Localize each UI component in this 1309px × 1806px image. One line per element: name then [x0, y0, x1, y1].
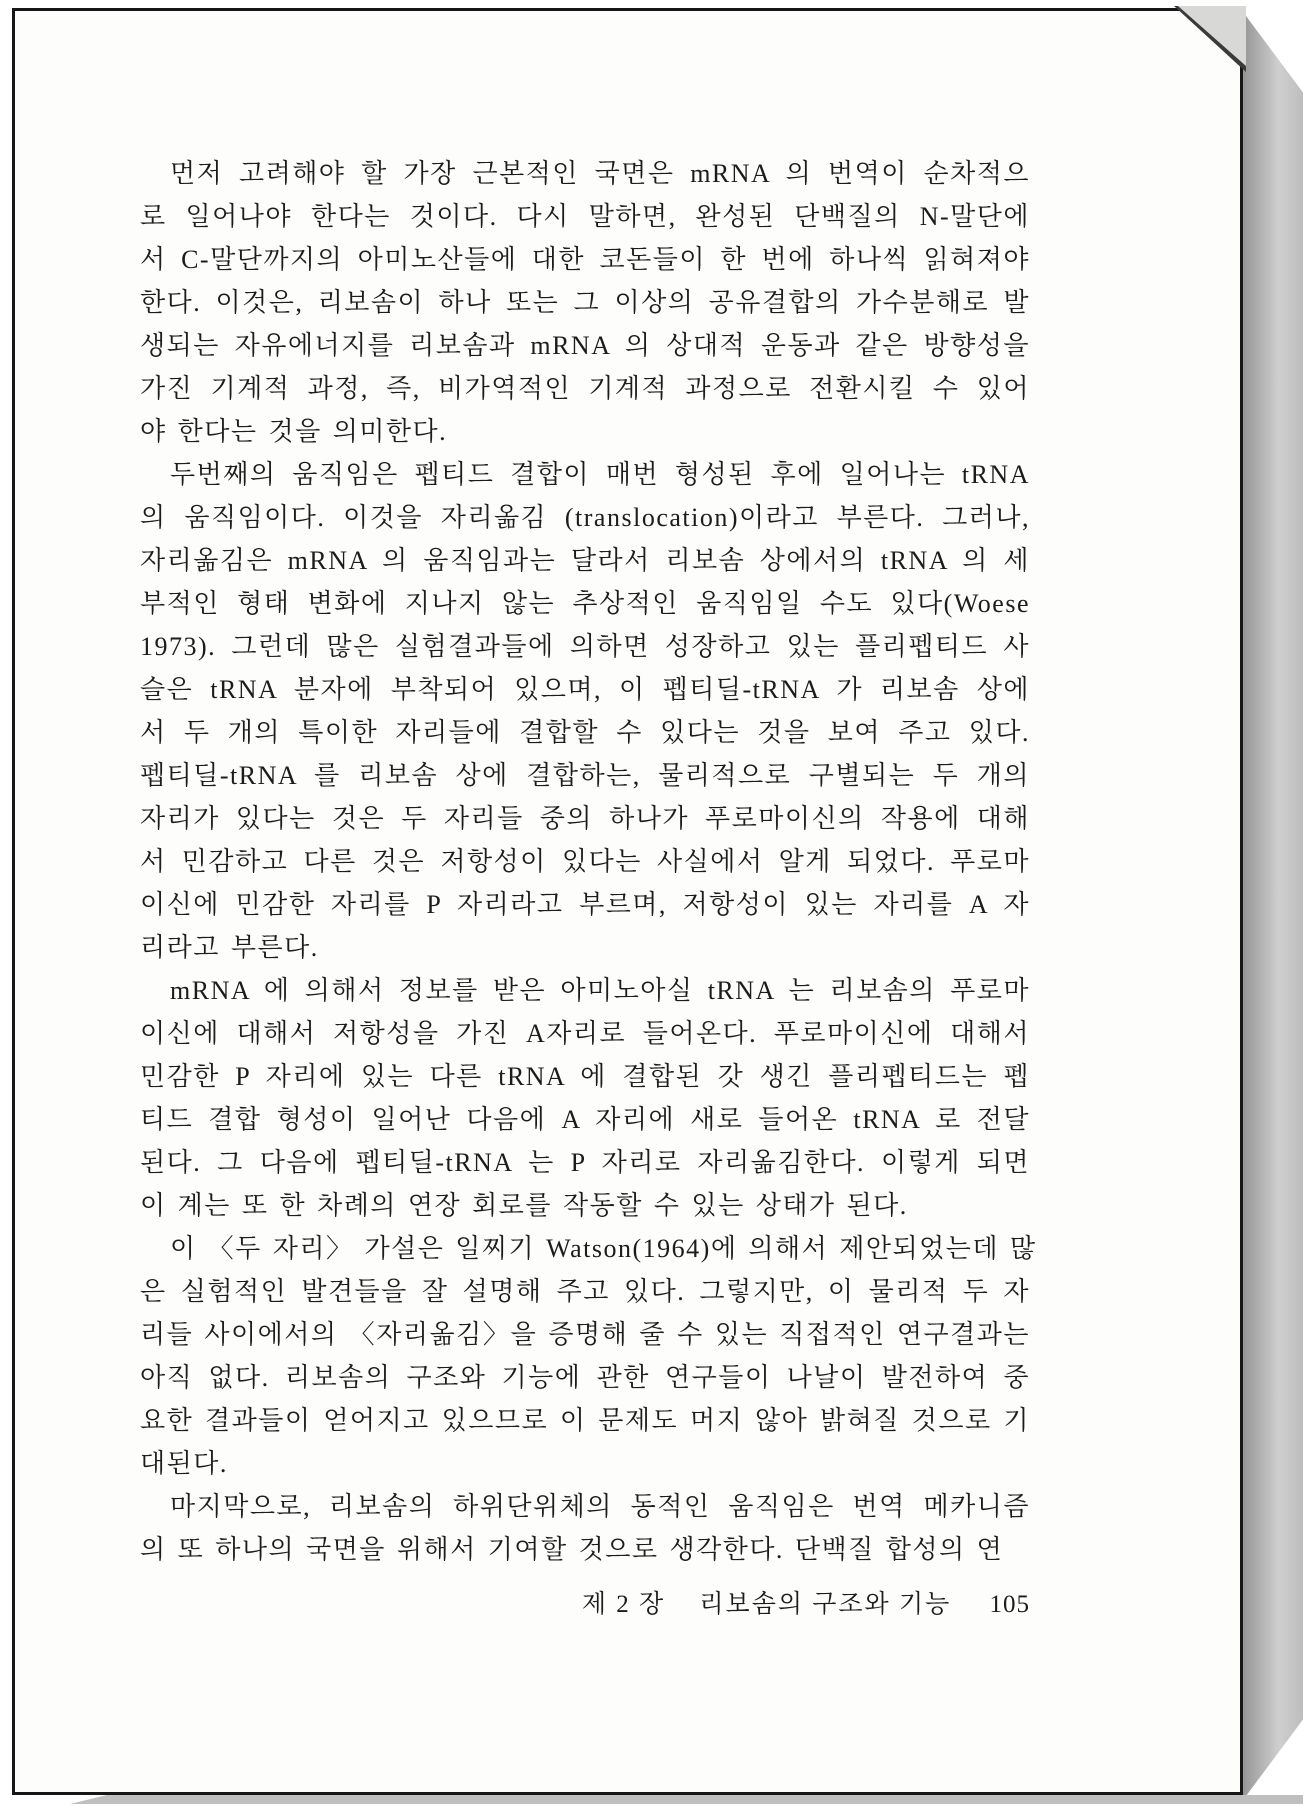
page-number: 105 — [989, 1591, 1030, 1618]
text-line: 슬은 tRNA 분자에 부착되어 있으며, 이 펩티딜-tRNA 가 리보솜 상에 — [140, 675, 1030, 704]
text-line: 자리가 있다는 것은 두 자리들 중의 하나가 푸로마이신의 작용에 대해 — [140, 804, 1030, 833]
text-line: 된다. 그 다음에 펩티딜-tRNA 는 P 자리로 자리옮김한다. 이렇게 되면 — [140, 1148, 1030, 1177]
footer-section-title: 리보솜의 구조와 기능 — [699, 1591, 952, 1618]
text-line: 먼저 고려해야 할 가장 근본적인 국면은 mRNA 의 번역이 순차적으 — [170, 159, 1030, 188]
text-line: 두번째의 움직임은 펩티드 결합이 매번 형성된 후에 일어나는 tRNA — [170, 460, 1030, 489]
paragraph — [140, 453, 1030, 969]
text-line: 리들 사이에서의 〈자리옮김〉을 증명해 줄 수 있는 직접적인 연구결과는 — [140, 1320, 1030, 1349]
text-line: 은 실험적인 발견들을 잘 설명해 주고 있다. 그렇지만, 이 물리적 두 자 — [140, 1277, 1030, 1306]
page-edge-shadow — [1243, 12, 1303, 1800]
text-line: mRNA 에 의해서 정보를 받은 아미노아실 tRNA 는 리보솜의 푸로마 — [170, 976, 1030, 1005]
footer-chapter: 제 2 장 — [581, 1591, 666, 1618]
text-line: 티드 결합 형성이 일어난 다음에 A 자리에 새로 들어온 tRNA 로 전달 — [140, 1105, 1030, 1134]
text-line: 펩티딜-tRNA 를 리보솜 상에 결합하는, 물리적으로 구별되는 두 개의 — [140, 761, 1030, 790]
page-footer — [140, 1583, 1030, 1626]
text-line: 생되는 자유에너지를 리보솜과 mRNA 의 상대적 운동과 같은 방향성을 — [140, 331, 1030, 360]
page-bottom-shadow — [70, 1795, 1303, 1804]
text-line: 부적인 형태 변화에 지나지 않는 추상적인 움직임일 수도 있다(Woese — [140, 589, 1030, 618]
text-line: 이 〈두 자리〉 가설은 일찌기 Watson(1964)에 의해서 제안되었는데 많 — [170, 1234, 1037, 1263]
text-line: 마지막으로, 리보솜의 하위단위체의 동적인 움직임은 번역 메카니즘 — [170, 1492, 1030, 1521]
text-line: 한다. 이것은, 리보솜이 하나 또는 그 이상의 공유결합의 가수분해로 발 — [140, 288, 1030, 317]
text-line: 이 계는 또 한 차례의 연장 회로를 작동할 수 있는 상태가 된다. — [140, 1191, 908, 1220]
paragraph — [140, 1485, 1030, 1571]
text-line: 자리옮김은 mRNA 의 움직임과는 달라서 리보솜 상에서의 tRNA 의 세 — [140, 546, 1030, 575]
text-line: 이신에 대해서 저항성을 가진 A자리로 들어온다. 푸로마이신에 대해서 — [140, 1019, 1030, 1048]
paragraph — [140, 1227, 1037, 1485]
text-line: 서 C-말단까지의 아미노산들에 대한 코돈들이 한 번에 하나씩 읽혀져야 — [140, 245, 1030, 274]
paragraph — [140, 152, 1030, 453]
text-line: 민감한 P 자리에 있는 다른 tRNA 에 결합된 갓 생긴 플리펩티드는 펩 — [140, 1062, 1030, 1091]
text-line: 가진 기계적 과정, 즉, 비가역적인 기계적 과정으로 전환시킬 수 있어 — [140, 374, 1030, 403]
text-line: 서 두 개의 특이한 자리들에 결합할 수 있다는 것을 보여 주고 있다. — [140, 718, 1030, 747]
text-line: 대된다. — [140, 1449, 228, 1478]
text-line: 의 또 하나의 국면을 위해서 기여할 것으로 생각한다. 단백질 합성의 연 — [140, 1535, 1004, 1564]
paragraph — [140, 969, 1030, 1227]
text-line: 야 한다는 것을 의미한다. — [140, 417, 448, 446]
text-line: 로 일어나야 한다는 것이다. 다시 말하면, 완성된 단백질의 N-말단에 — [140, 202, 1030, 231]
text-line: 1973). 그런데 많은 실험결과들에 의하면 성장하고 있는 플리펩티드 사 — [140, 632, 1030, 661]
text-line: 요한 결과들이 얻어지고 있으므로 이 문제도 머지 않아 밝혀질 것으로 기 — [140, 1406, 1030, 1435]
text-line: 의 움직임이다. 이것을 자리옮김 (translocation)이라고 부른다. 그러나, — [140, 503, 1030, 532]
text-line: 아직 없다. 리보솜의 구조와 기능에 관한 연구들이 나날이 발전하여 중 — [140, 1363, 1030, 1392]
book-page — [12, 8, 1243, 1795]
text-line: 리라고 부른다. — [140, 933, 319, 962]
text-line: 서 민감하고 다른 것은 저항성이 있다는 사실에서 알게 되었다. 푸로마 — [140, 847, 1030, 876]
page-text — [140, 152, 1037, 1571]
text-line: 이신에 민감한 자리를 P 자리라고 부르며, 저항성이 있는 자리를 A 자 — [140, 890, 1030, 919]
